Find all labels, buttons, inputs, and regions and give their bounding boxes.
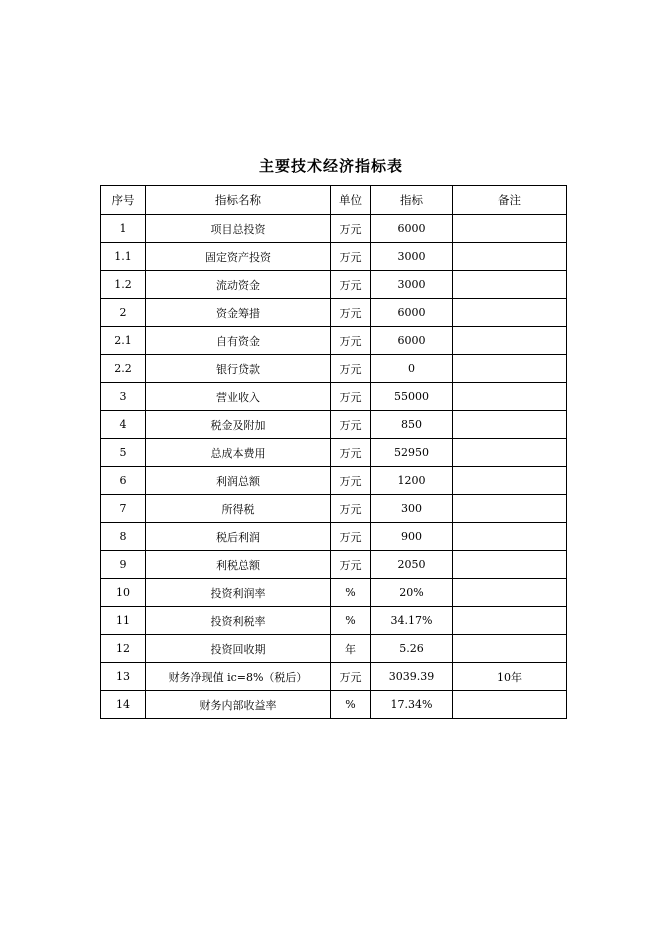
- cell-unit: 万元: [331, 467, 371, 495]
- cell-name: 自有资金: [146, 327, 331, 355]
- cell-value: 3039.39: [371, 663, 453, 691]
- cell-no: 2: [101, 299, 146, 327]
- cell-note: [453, 271, 567, 299]
- cell-no: 5: [101, 439, 146, 467]
- cell-name: 投资利润率: [146, 579, 331, 607]
- cell-value: 3000: [371, 271, 453, 299]
- cell-value: 6000: [371, 215, 453, 243]
- cell-value: 300: [371, 495, 453, 523]
- cell-note: [453, 691, 567, 719]
- cell-name: 所得税: [146, 495, 331, 523]
- table-row: [101, 383, 567, 411]
- indicators-table: [100, 185, 567, 719]
- cell-no: 9: [101, 551, 146, 579]
- cell-name: 税后利润: [146, 523, 331, 551]
- cell-unit: %: [331, 607, 371, 635]
- cell-unit: 万元: [331, 243, 371, 271]
- cell-note: [453, 523, 567, 551]
- cell-value: 55000: [371, 383, 453, 411]
- table-row: [101, 439, 567, 467]
- cell-name: 固定资产投资: [146, 243, 331, 271]
- cell-value: 900: [371, 523, 453, 551]
- cell-unit: 万元: [331, 383, 371, 411]
- cell-name: 财务内部收益率: [146, 691, 331, 719]
- cell-value: 34.17%: [371, 607, 453, 635]
- cell-name: 流动资金: [146, 271, 331, 299]
- cell-note: [453, 579, 567, 607]
- table-row: [101, 411, 567, 439]
- cell-value: 2050: [371, 551, 453, 579]
- table-header-row: [101, 186, 567, 215]
- table-body: [101, 215, 567, 719]
- table-row: [101, 243, 567, 271]
- cell-value: 0: [371, 355, 453, 383]
- cell-note: [453, 215, 567, 243]
- cell-no: 11: [101, 607, 146, 635]
- cell-no: 1: [101, 215, 146, 243]
- cell-note: [453, 635, 567, 663]
- cell-unit: 万元: [331, 663, 371, 691]
- table-row: [101, 691, 567, 719]
- cell-name: 财务净现值 ic=8%（税后）: [146, 663, 331, 691]
- cell-name: 利税总额: [146, 551, 331, 579]
- table-row: [101, 663, 567, 691]
- cell-unit: %: [331, 579, 371, 607]
- cell-no: 13: [101, 663, 146, 691]
- table-row: [101, 607, 567, 635]
- cell-unit: 年: [331, 635, 371, 663]
- cell-name: 投资回收期: [146, 635, 331, 663]
- cell-note: [453, 299, 567, 327]
- cell-no: 6: [101, 467, 146, 495]
- cell-value: 850: [371, 411, 453, 439]
- cell-no: 7: [101, 495, 146, 523]
- cell-unit: %: [331, 691, 371, 719]
- cell-no: 2.1: [101, 327, 146, 355]
- table-row: [101, 523, 567, 551]
- cell-note: [453, 411, 567, 439]
- cell-no: 2.2: [101, 355, 146, 383]
- table-row: [101, 355, 567, 383]
- table-row: [101, 467, 567, 495]
- cell-note: [453, 467, 567, 495]
- cell-unit: 万元: [331, 355, 371, 383]
- cell-unit: 万元: [331, 523, 371, 551]
- table-row: [101, 215, 567, 243]
- cell-name: 税金及附加: [146, 411, 331, 439]
- table-row: [101, 635, 567, 663]
- cell-value: 6000: [371, 299, 453, 327]
- cell-note: 10年: [453, 663, 567, 691]
- cell-name: 营业收入: [146, 383, 331, 411]
- cell-no: 8: [101, 523, 146, 551]
- cell-unit: 万元: [331, 439, 371, 467]
- cell-note: [453, 327, 567, 355]
- header-note: 备注: [453, 186, 567, 215]
- table-row: [101, 271, 567, 299]
- cell-name: 项目总投资: [146, 215, 331, 243]
- page-title: 主要技术经济指标表: [258, 157, 403, 175]
- cell-unit: 万元: [331, 551, 371, 579]
- cell-unit: 万元: [331, 411, 371, 439]
- cell-value: 6000: [371, 327, 453, 355]
- header-no: 序号: [101, 186, 146, 215]
- cell-value: 17.34%: [371, 691, 453, 719]
- cell-note: [453, 551, 567, 579]
- table-row: [101, 551, 567, 579]
- header-value: 指标: [371, 186, 453, 215]
- cell-note: [453, 607, 567, 635]
- cell-no: 10: [101, 579, 146, 607]
- cell-no: 1.1: [101, 243, 146, 271]
- cell-name: 利润总额: [146, 467, 331, 495]
- cell-note: [453, 243, 567, 271]
- cell-value: 3000: [371, 243, 453, 271]
- cell-name: 资金筹措: [146, 299, 331, 327]
- table-row: [101, 579, 567, 607]
- cell-unit: 万元: [331, 327, 371, 355]
- cell-no: 1.2: [101, 271, 146, 299]
- cell-value: 1200: [371, 467, 453, 495]
- cell-no: 14: [101, 691, 146, 719]
- cell-note: [453, 355, 567, 383]
- cell-note: [453, 495, 567, 523]
- cell-no: 12: [101, 635, 146, 663]
- header-name: 指标名称: [146, 186, 331, 215]
- cell-note: [453, 439, 567, 467]
- cell-no: 3: [101, 383, 146, 411]
- cell-note: [453, 383, 567, 411]
- cell-unit: 万元: [331, 271, 371, 299]
- cell-no: 4: [101, 411, 146, 439]
- cell-name: 投资利税率: [146, 607, 331, 635]
- table-row: [101, 299, 567, 327]
- header-unit: 单位: [331, 186, 371, 215]
- cell-unit: 万元: [331, 299, 371, 327]
- cell-unit: 万元: [331, 495, 371, 523]
- cell-value: 52950: [371, 439, 453, 467]
- cell-name: 银行贷款: [146, 355, 331, 383]
- table-row: [101, 327, 567, 355]
- cell-value: 20%: [371, 579, 453, 607]
- cell-name: 总成本费用: [146, 439, 331, 467]
- cell-unit: 万元: [331, 215, 371, 243]
- table-row: [101, 495, 567, 523]
- cell-value: 5.26: [371, 635, 453, 663]
